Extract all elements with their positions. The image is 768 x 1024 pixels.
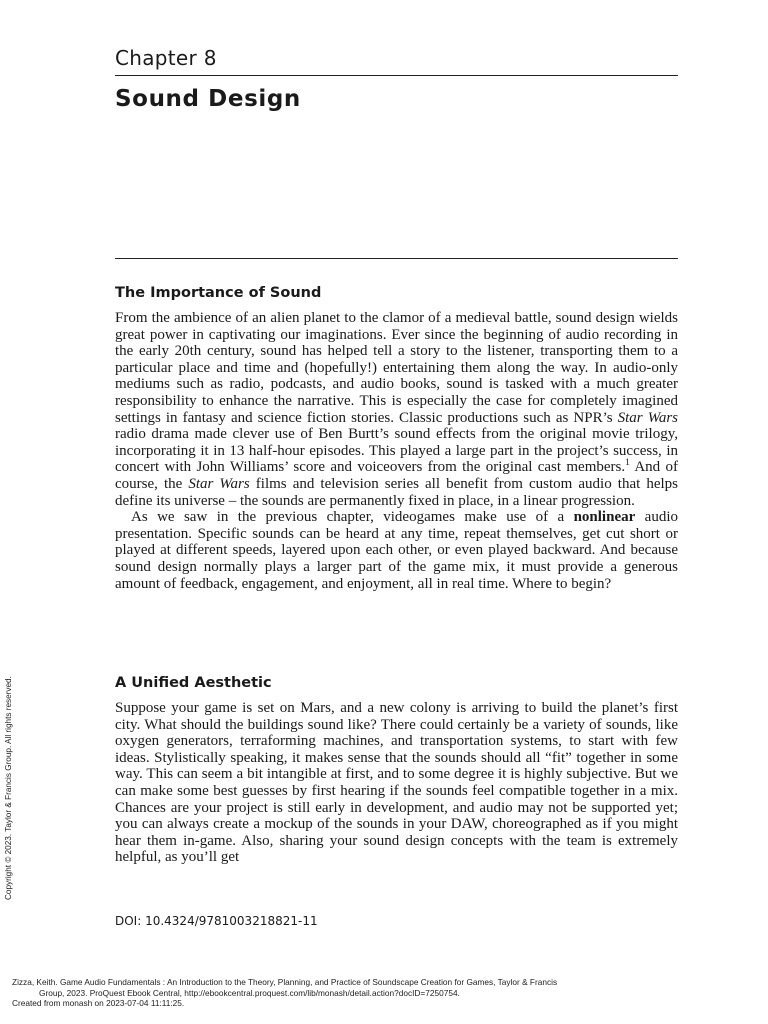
text-run: As we saw in the previous chapter, videogames make use of a xyxy=(131,509,574,526)
section-body-importance xyxy=(115,310,678,592)
bold-term: nonlinear xyxy=(573,509,636,526)
paragraph: Suppose your game is set on Mars, and a new colony is arriving to build the planet’s first city. What should the buildings sound like? There could certainly be a variety of sounds, like oxygen generators, terraforming machines, and transportation systems, to start with few ideas. Stylistically speaking, it makes sense that the sounds should all “fit” together in some way. This can seem a bit intangible at first, and to some degree it is highly subjective. But we can make some best guesses by first hearing if the sounds feel compatible together in a mix. Chances are your project is still early in development, and audio may not be supported yet; you can always create a mockup of the sounds in your DAW, choreographed as if you might hear them in-game. Also, sharing your sound design concepts with the team is extremely helpful, as you’ll get xyxy=(115,700,678,866)
text-run: From the ambience of an alien planet to the clamor of a medieval battle, sound design wields great power in captivating our imaginations. Ever since the beginning of audio recording in the early 20th century, sound has helped tell a story to the listener, transporting them to a particular place and time and (hopefully!) entertaining them along the way. In audio-only mediums such as radio, podcasts, and audio books, sound is tasked with a much greater responsibility to enhance the narrative. This is especially the case for completely imagined settings in fantasy and science fiction stories. Classic productions such as NPR’s xyxy=(115,310,678,426)
citation-footer xyxy=(12,977,712,1009)
section-body-aesthetic xyxy=(115,700,678,866)
paragraph xyxy=(115,310,678,509)
chapter-top-rule xyxy=(115,75,678,76)
text-run: And of course, the xyxy=(115,459,678,492)
doi-line: DOI: 10.4324/9781003218821-11 xyxy=(115,914,318,928)
paragraph xyxy=(115,509,678,592)
citation-line: Group, 2023. ProQuest Ebook Central, http://ebookcentral.proquest.com/lib/monash/detail.action?docID=7250754. xyxy=(39,987,460,998)
chapter-title: Sound Design xyxy=(115,86,301,112)
citation-line: Created from monash on 2023-07-04 11:11:25. xyxy=(12,998,185,1008)
text-run: films and television series all benefit from custom audio that helps define its universe – the sounds are permanently fixed in place, in a linear progression. xyxy=(115,475,678,509)
italic-title: Star Wars xyxy=(188,475,250,492)
footnote-marker: 1 xyxy=(625,458,630,469)
section-heading-aesthetic: A Unified Aesthetic xyxy=(115,675,272,691)
text-run: radio drama made clever use of Ben Burtt’s sound effects from the original movie trilogy, incorporating it in 13 half-hour episodes. This played a large part in the project’s success, in concert with John Williams’ score and voiceovers from the original cast members. xyxy=(115,426,678,476)
italic-title: Star Wars xyxy=(617,409,678,426)
citation-line: Zizza, Keith. Game Audio Fundamentals : An Introduction to the Theory, Planning, and Practice of Soundscape Creation for Games, Taylor & Francis xyxy=(12,977,558,987)
side-copyright-notice: Copyright © 2023. Taylor & Francis Group. All rights reserved. xyxy=(4,676,13,900)
section-heading-importance: The Importance of Sound xyxy=(115,285,322,301)
text-run: audio presentation. Specific sounds can be heard at any time, repeat themselves, get cut short or played at different speeds, layered upon each other, or even played backward. And because sound design normally plays a larger part of the game mix, it must provide a generous amount of feedback, engagement, and enjoyment, all in real time. Where to begin? xyxy=(115,509,678,592)
chapter-bottom-rule xyxy=(115,258,678,259)
chapter-label: Chapter 8 xyxy=(115,46,217,70)
